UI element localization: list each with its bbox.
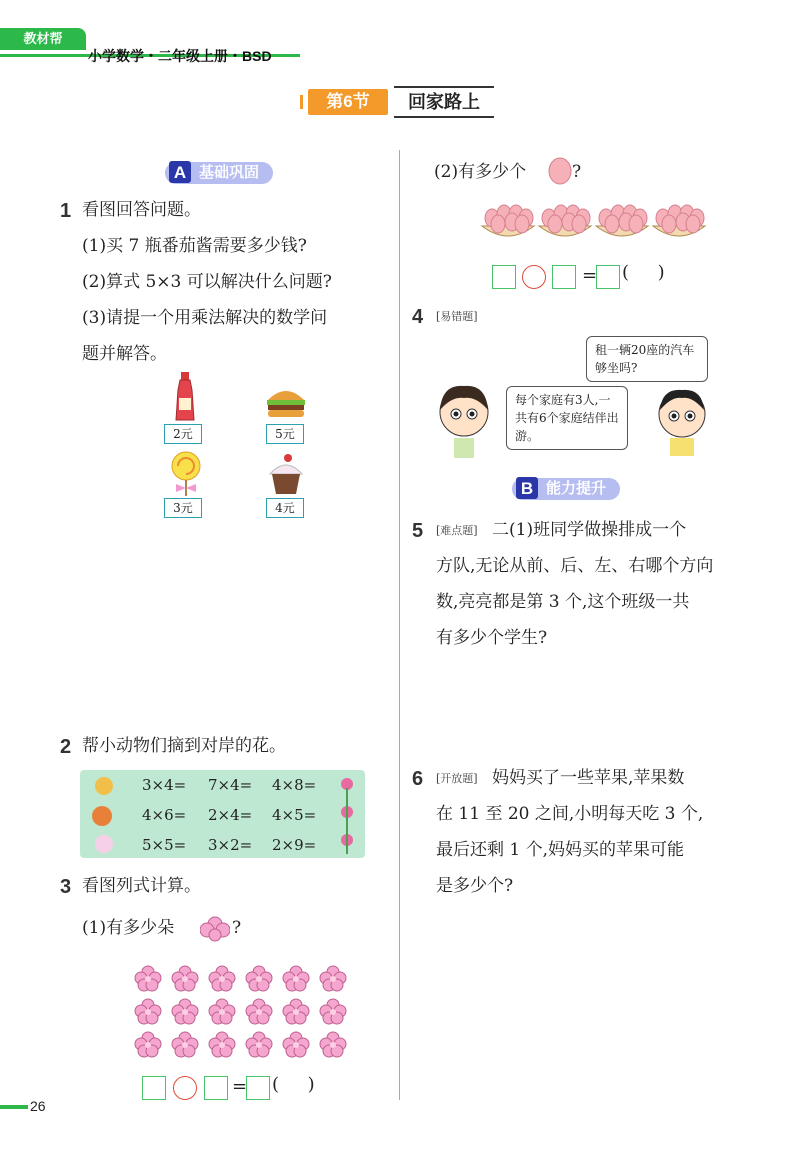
q6-line-3: 最后还剩 1 个,妈妈买的苹果可能 [436, 840, 685, 860]
section-badge: 第6节 [308, 89, 388, 115]
egg-basket-icon [653, 205, 705, 236]
egg-basket-icon [596, 205, 648, 236]
answer-box-6[interactable] [596, 265, 620, 289]
board-eq-4: 4×6= [142, 806, 187, 824]
q5-line-4: 有多少个学生? [436, 628, 548, 648]
board-eq-8: 3×2= [208, 836, 253, 854]
flower-icon [135, 999, 161, 1024]
flower-icon [283, 1032, 309, 1057]
q1-line-3: (3)请提一个用乘法解决的数学问 [82, 308, 328, 328]
ketchup-bottle-icon [170, 372, 200, 422]
board-eq-3: 4×8= [272, 776, 317, 794]
q3-sub1: (1)有多少朵 [82, 918, 175, 938]
flower-icon [320, 966, 346, 991]
board-eq-9: 2×9= [272, 836, 317, 854]
girl-illustration [432, 380, 496, 460]
flower-icon [246, 1032, 272, 1057]
q1-line-4: 题并解答。 [82, 344, 167, 364]
section-a-pill [165, 162, 273, 184]
equals-sign-2: = [582, 265, 598, 286]
flower-icon [283, 966, 309, 991]
girl-speech-bubble: 每个家庭有3人,一共有6个家庭结伴出游。 [506, 386, 628, 450]
page-number: 26 [30, 1098, 46, 1114]
answer-box-2[interactable] [204, 1076, 228, 1100]
animals-icon [84, 772, 124, 856]
q6-number: 6 [412, 768, 424, 790]
egg-basket-icon [482, 205, 534, 236]
flower-grid [130, 962, 360, 1062]
answer-box-1[interactable] [142, 1076, 166, 1100]
flower-icon [246, 966, 272, 991]
q2-title: 帮小动物们摘到对岸的花。 [82, 736, 286, 756]
q1-number: 1 [60, 200, 72, 222]
board-eq-7: 5×5= [142, 836, 187, 854]
q5-line-3: 数,亮亮都是第 3 个,这个班级一共 [436, 592, 690, 612]
q4-tag: [易错题] [436, 310, 478, 323]
series-tag: 教材帮 [0, 28, 86, 50]
q2-number: 2 [60, 736, 72, 758]
q3-number: 3 [60, 876, 72, 898]
equals-sign: = [232, 1076, 248, 1097]
price-lollipop: 3元 [164, 498, 202, 518]
q6-line-2: 在 11 至 20 之间,小明每天吃 3 个, [436, 804, 704, 824]
egg-basket-icon [539, 205, 591, 236]
flower-icon [135, 966, 161, 991]
lollipop-icon [166, 450, 206, 498]
q4-number: 4 [412, 306, 424, 328]
answer-box-3[interactable] [246, 1076, 270, 1100]
q3-sub2-end: ? [572, 162, 582, 182]
flower-icon [200, 916, 230, 942]
flower-icon [320, 1032, 346, 1057]
operator-circle[interactable] [173, 1076, 197, 1100]
q1-title: 看图回答问题。 [82, 200, 201, 220]
flower-icon [246, 999, 272, 1024]
cupcake-icon [264, 452, 308, 496]
q5-number: 5 [412, 520, 424, 542]
column-divider [399, 150, 400, 1100]
section-b-title: 能力提升 [546, 480, 607, 497]
flower-icon [209, 999, 235, 1024]
book-title: 小学数学・二年级上册・BSD [88, 48, 272, 64]
flower-icon [172, 999, 198, 1024]
flower-icon [172, 966, 198, 991]
hamburger-icon [264, 384, 308, 420]
flower-icon [209, 1032, 235, 1057]
section-name: 回家路上 [394, 86, 494, 118]
operator-circle-2[interactable] [522, 265, 546, 289]
section-b-pill [512, 478, 620, 500]
q3-sub1-end: ? [232, 918, 242, 938]
boy-speech-bubble: 租一辆20座的汽车够坐吗? [586, 336, 708, 382]
flower-icon [135, 1032, 161, 1057]
answer-box-5[interactable] [552, 265, 576, 289]
q3-title: 看图列式计算。 [82, 876, 201, 896]
section-b-letter: B [516, 477, 538, 499]
boy-illustration [652, 384, 712, 458]
flower-icon [283, 999, 309, 1024]
unit-paren-2[interactable]: ( ) [622, 262, 665, 283]
board-eq-5: 2×4= [208, 806, 253, 824]
price-hamburger: 5元 [266, 424, 304, 444]
flower-icon [320, 999, 346, 1024]
board-eq-1: 3×4= [142, 776, 187, 794]
page-bar [0, 1105, 28, 1109]
board-eq-2: 7×4= [208, 776, 253, 794]
q5-line-2: 方队,无论从前、后、左、右哪个方向 [436, 556, 714, 576]
q3-sub2: (2)有多少个 [434, 162, 527, 182]
board-eq-6: 4×5= [272, 806, 317, 824]
answer-box-4[interactable] [492, 265, 516, 289]
egg-baskets [478, 200, 712, 244]
unit-paren[interactable]: ( ) [272, 1074, 315, 1095]
section-a-title: 基础巩固 [199, 164, 260, 181]
flowers-icon [334, 772, 360, 856]
q6-line-1: 妈妈买了一些苹果,苹果数 [492, 768, 685, 788]
q5-tag: [难点题] [436, 524, 478, 537]
q6-tag: [开放题] [436, 772, 478, 785]
price-cupcake: 4元 [266, 498, 304, 518]
egg-icon [546, 156, 574, 186]
q5-line-1: 二(1)班同学做操排成一个 [492, 520, 687, 540]
flower-icon [172, 1032, 198, 1057]
section-a-letter: A [169, 161, 191, 183]
flower-icon [209, 966, 235, 991]
q1-line-2: (2)算式 5×3 可以解决什么问题? [82, 272, 332, 292]
q6-line-4: 是多少个? [436, 876, 514, 896]
price-ketchup: 2元 [164, 424, 202, 444]
q1-line-1: (1)买 7 瓶番茄酱需要多少钱? [82, 236, 307, 256]
